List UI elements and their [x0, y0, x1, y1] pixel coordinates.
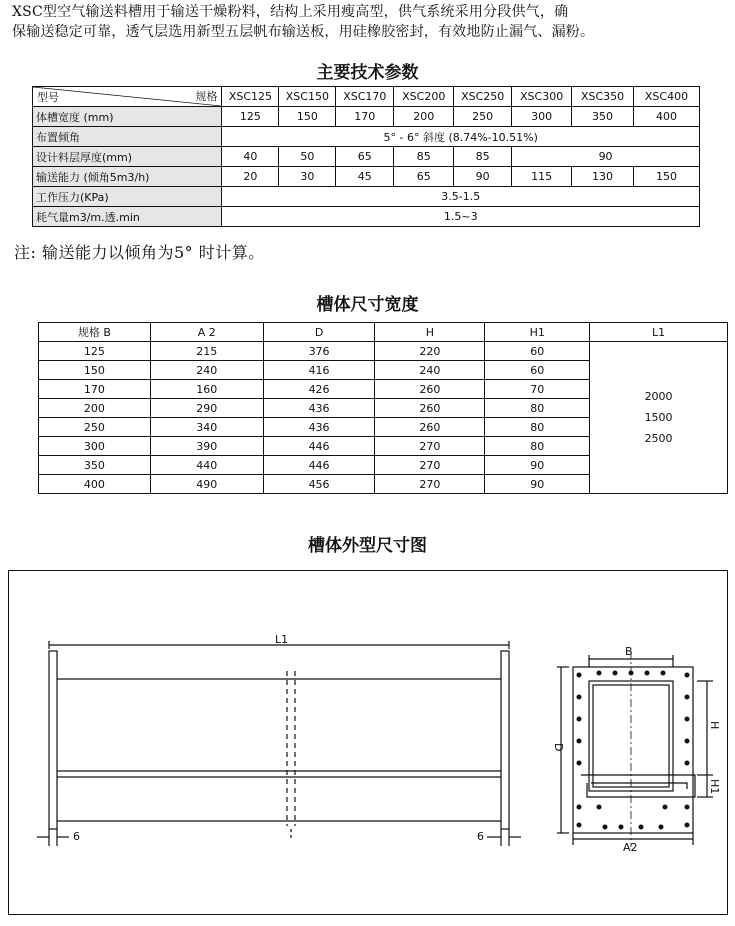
- dims-table: [38, 322, 728, 494]
- cell: 350: [572, 107, 634, 127]
- l1-value: 2000: [644, 390, 673, 403]
- dims-title: 槽体尺寸宽度: [316, 295, 419, 315]
- row-pressure: [33, 187, 700, 207]
- cell: 240: [375, 361, 485, 380]
- label-d: D: [552, 743, 565, 752]
- l1-values-cell: [590, 342, 728, 494]
- model-header: XSC300: [512, 87, 572, 107]
- cell: 300: [39, 437, 151, 456]
- dims-header: A 2: [150, 323, 263, 342]
- cell: 340: [150, 418, 263, 437]
- cell: 115: [512, 167, 572, 187]
- cell: 160: [150, 380, 263, 399]
- cell: 150: [634, 167, 700, 187]
- dims-header: 规格 B: [39, 323, 151, 342]
- cell: 65: [336, 147, 394, 167]
- row-slope: [33, 127, 700, 147]
- cell: 50: [279, 147, 336, 167]
- row-label: 设计料层厚度(mm): [33, 147, 222, 167]
- l1-value: 2500: [644, 432, 673, 445]
- dims-header: H: [375, 323, 485, 342]
- dims-row: [39, 342, 728, 361]
- l1-value: 1500: [644, 411, 673, 424]
- dims-header: L1: [590, 323, 728, 342]
- cell: 440: [150, 456, 263, 475]
- cell: 436: [263, 418, 375, 437]
- cell: 400: [634, 107, 700, 127]
- cell-merged: 90: [512, 147, 700, 167]
- left-flange: [49, 651, 57, 829]
- cell: 150: [39, 361, 151, 380]
- model-header: XSC150: [279, 87, 336, 107]
- label-b: B: [625, 645, 633, 658]
- cell: 170: [39, 380, 151, 399]
- model-header: XSC200: [394, 87, 454, 107]
- label-6-right: 6: [477, 830, 484, 843]
- note-text: 注: 输送能力以倾角为5° 时计算。: [14, 243, 265, 262]
- model-header: XSC350: [572, 87, 634, 107]
- cell: 416: [263, 361, 375, 380]
- cell: 60: [485, 342, 590, 361]
- cell: 220: [375, 342, 485, 361]
- label-h1: H1: [708, 779, 721, 795]
- cell: 260: [375, 418, 485, 437]
- drawing-title: 槽体外型尺寸图: [308, 536, 427, 556]
- cell: 215: [150, 342, 263, 361]
- cell: 60: [485, 361, 590, 380]
- cell: 426: [263, 380, 375, 399]
- cell: 85: [454, 147, 512, 167]
- cell-merged: 1.5~3: [222, 207, 700, 227]
- cell: 45: [336, 167, 394, 187]
- cell: 456: [263, 475, 375, 494]
- cell: 80: [485, 399, 590, 418]
- row-label: 耗气量m3/m.透.min: [33, 207, 222, 227]
- spec-table: [32, 86, 700, 227]
- drawing-lines: [9, 571, 729, 916]
- model-header: XSC125: [222, 87, 279, 107]
- model-header: XSC250: [454, 87, 512, 107]
- cell: 125: [39, 342, 151, 361]
- cell: 290: [150, 399, 263, 418]
- cell: 270: [375, 437, 485, 456]
- cell: 90: [454, 167, 512, 187]
- cell: 400: [39, 475, 151, 494]
- cell: 250: [454, 107, 512, 127]
- cell: 85: [394, 147, 454, 167]
- cell: 260: [375, 399, 485, 418]
- cell-merged: 3.5-1.5: [222, 187, 700, 207]
- dims-header: H1: [485, 323, 590, 342]
- row-label: 布置倾角: [33, 127, 222, 147]
- cell: 390: [150, 437, 263, 456]
- cell: 350: [39, 456, 151, 475]
- label-l1: L1: [275, 633, 289, 646]
- cell: 270: [375, 475, 485, 494]
- technical-drawing: [8, 570, 728, 915]
- cell: 80: [485, 418, 590, 437]
- cell: 200: [394, 107, 454, 127]
- cell: 260: [375, 380, 485, 399]
- cell: 150: [279, 107, 336, 127]
- row-label: 体槽宽度 (mm): [33, 107, 222, 127]
- cell: 125: [222, 107, 279, 127]
- cell-merged: 5° - 6° 斜度 (8.74%-10.51%): [222, 127, 700, 147]
- dims-header: D: [263, 323, 375, 342]
- label-6-left: 6: [73, 830, 80, 843]
- dims-header-row: [39, 323, 728, 342]
- header-model-label: 型号: [37, 91, 59, 104]
- intro-line-2: 保输送稳定可靠，透气层选用新型五层帆布输送板，用硅橡胶密封，有效地防止漏气、漏粉。: [12, 24, 595, 40]
- row-air: [33, 207, 700, 227]
- cell: 80: [485, 437, 590, 456]
- cell: 40: [222, 147, 279, 167]
- cell: 300: [512, 107, 572, 127]
- intro-line-1: XSC型空气输送料槽用于输送干燥粉料，结构上采用瘦高型，供气系统采用分段供气，确: [12, 4, 569, 20]
- cell: 70: [485, 380, 590, 399]
- cell: 130: [572, 167, 634, 187]
- spec-header-corner: [33, 87, 222, 107]
- cell: 446: [263, 456, 375, 475]
- cell: 30: [279, 167, 336, 187]
- model-header: XSC170: [336, 87, 394, 107]
- cell: 170: [336, 107, 394, 127]
- cell: 490: [150, 475, 263, 494]
- cell: 376: [263, 342, 375, 361]
- cell: 90: [485, 456, 590, 475]
- cell: 446: [263, 437, 375, 456]
- cell: 90: [485, 475, 590, 494]
- cell: 20: [222, 167, 279, 187]
- intro-text: [12, 2, 727, 42]
- row-label: 工作压力(KPa): [33, 187, 222, 207]
- cell: 436: [263, 399, 375, 418]
- model-header: XSC400: [634, 87, 700, 107]
- header-spec-label: 规格: [195, 90, 218, 103]
- cell: 250: [39, 418, 151, 437]
- spec-title: 主要技术参数: [316, 63, 419, 83]
- label-h: H: [708, 721, 721, 730]
- cell: 240: [150, 361, 263, 380]
- row-capacity: [33, 167, 700, 187]
- cell: 270: [375, 456, 485, 475]
- row-layer: [33, 147, 700, 167]
- row-width: [33, 107, 700, 127]
- cell: 65: [394, 167, 454, 187]
- label-a2: A2: [623, 841, 638, 854]
- cell: 200: [39, 399, 151, 418]
- row-label: 输送能力 (倾角5m3/h): [33, 167, 222, 187]
- diagonal-line: [33, 87, 221, 106]
